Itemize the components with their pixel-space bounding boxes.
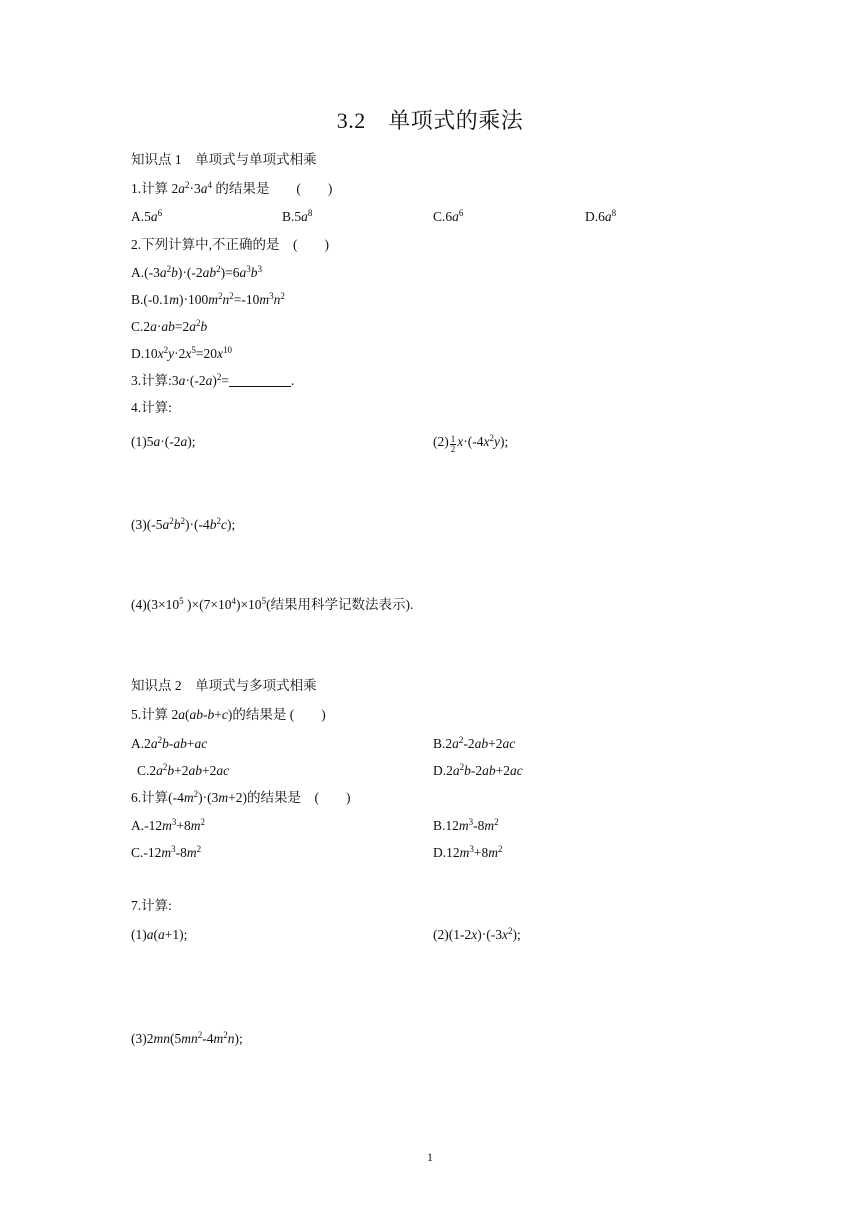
q7-part-1: (1)a(a+1); xyxy=(131,927,188,942)
question-4: 4.计算: xyxy=(131,400,172,415)
q4-part-3: $(3)(-5a^2b^2)\cdot(-4b^2c)$; xyxy=(131,516,236,532)
q1-option-d: $D.6a^8$ xyxy=(585,208,617,224)
section-heading-2: 知识点 2 单项式与多项式相乘 xyxy=(131,678,317,693)
q7-part-2: $(2)(1-2x)\cdot(-3x^2)$; xyxy=(433,926,521,942)
answer-blank[interactable] xyxy=(229,374,291,387)
q2-option-d: $D.10x^2y\cdot 2x^5=20x^{10}$ xyxy=(131,345,232,361)
q7-part-3: $(3)2mn(5mn^2-4m^2n)$; xyxy=(131,1030,243,1046)
q1-option-a: $A.5a^6$ xyxy=(131,208,163,224)
question-5: 5.计算 2a(ab-b+c)的结果是 ( ) xyxy=(131,707,326,722)
q2-option-a: $A.(-3a^2b)\cdot(-2ab^2)=6a^3b^3$ xyxy=(131,264,262,280)
page-title: 3.2 单项式的乘法 xyxy=(336,108,524,133)
q6-option-a: $A.-12m^3+8m^2$ xyxy=(131,817,205,833)
q5-option-b: $B.2a^2-2ab+2ac$ xyxy=(433,735,516,751)
q6-option-b: $B.12m^3-8m^2$ xyxy=(433,817,499,833)
q5-option-c: $C.2a^2b+2ab+2ac$ xyxy=(137,762,230,778)
q5-option-a: $A.2a^2b-ab+ac$ xyxy=(131,735,208,751)
q6-option-d: $D.12m^3+8m^2$ xyxy=(433,844,503,860)
question-3: 3.计算$:3a\cdot(-2a)^2=$ . xyxy=(131,372,295,388)
q6-option-c: $C.-12m^3-8m^2$ xyxy=(131,844,202,860)
fraction-one-half: $\frac{1}{2}$ xyxy=(450,434,456,454)
section-heading-1: 知识点 1 单项式与单项式相乘 xyxy=(131,152,317,167)
q4-part-4: $(4)(3\times 10^5$ )$\times(7\times 10^4)\times 10^5$(结果用科学记数法表示). xyxy=(131,596,414,612)
question-6: 6.计算$(-4m^2)\cdot(3m+2)$的结果是 ( ) xyxy=(131,789,351,805)
q2-option-b: $B.(-0.1m)\cdot 100m^2n^2=-10m^3n^2$ xyxy=(131,291,285,307)
page-number: 1 xyxy=(427,1150,433,1164)
q4-part-1: (1)5a·(-2a); xyxy=(131,434,196,449)
q1-option-c: $C.6a^6$ xyxy=(433,208,464,224)
q1-option-b: $B.5a^8$ xyxy=(282,208,313,224)
question-7: 7.计算: xyxy=(131,898,172,913)
question-2: 2.下列计算中,不正确的是 ( ) xyxy=(131,237,329,252)
q5-option-d: $D.2a^2b-2ab+2ac$ xyxy=(433,762,523,778)
q2-option-c: $C.2a\cdot ab=2a^2b$ xyxy=(131,318,208,334)
q4-part-2: (2) $\frac{1}{2}$ $x\cdot(-4x^2y)$; xyxy=(433,433,509,454)
question-1: 1.计算 $2a^2\cdot 3a^4$ 的结果是 ( ) xyxy=(131,180,333,196)
